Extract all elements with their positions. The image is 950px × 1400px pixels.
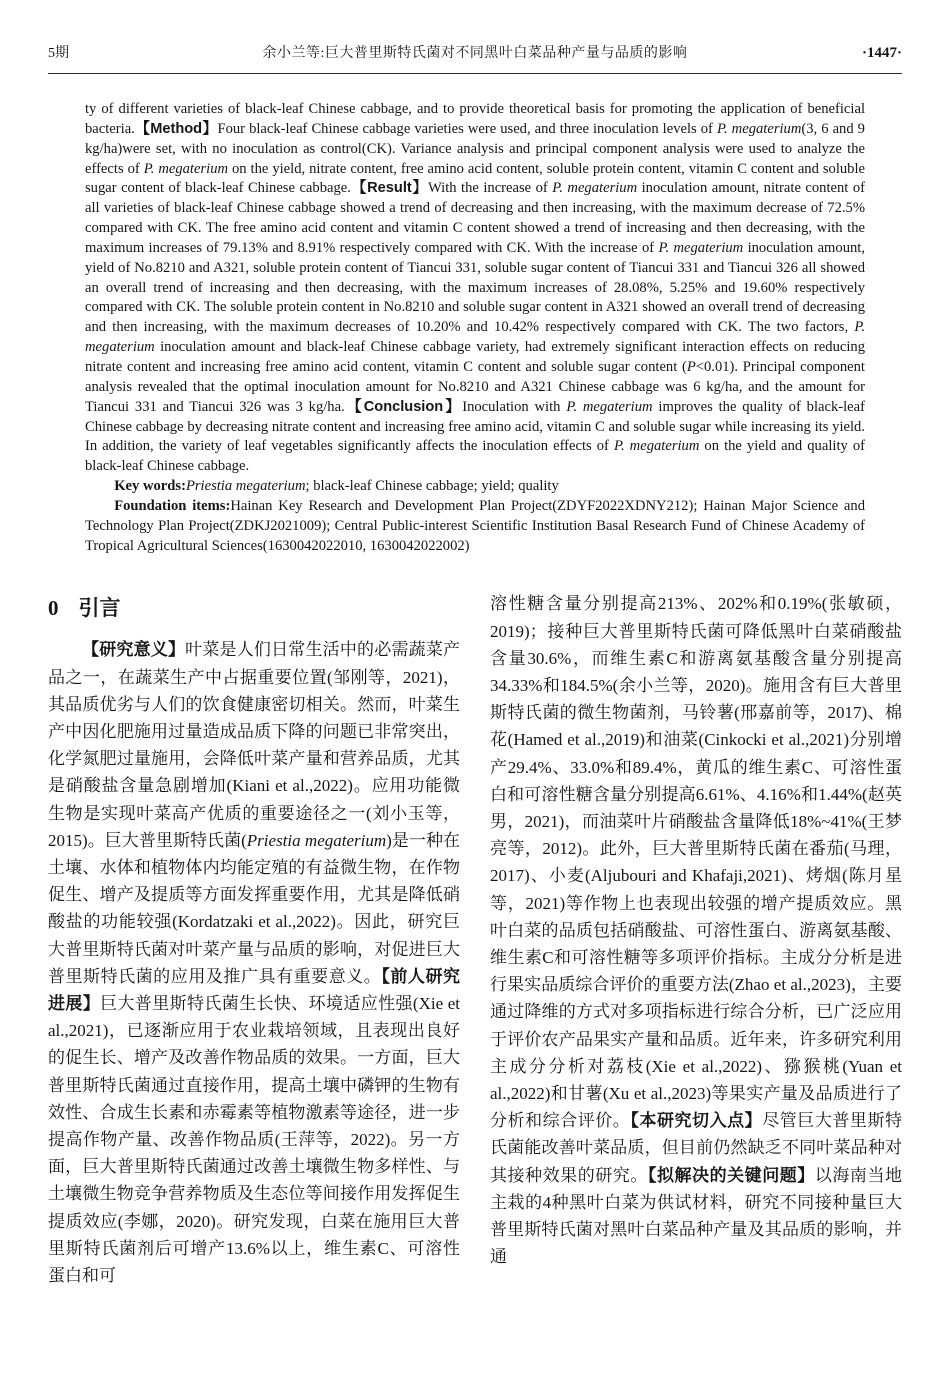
front-matter bbox=[85, 100, 865, 556]
keywords-line: Key words:Priestia megaterium; black-leaf Chinese cabbage; yield; quality bbox=[114, 478, 559, 495]
foundation-items: Foundation items:Hainan Key Research and Development Plan Project(ZDYF2022XDNY212); Hainan Major Science and Technology Plan Project(ZDKJ2021009); Central Public-interest Scientific Institution Basal Research Fund of Chinese Academy of Tropical Agricultural Sciences(1630042022010, 1630042022002) bbox=[85, 497, 865, 554]
issue-number: 5期 bbox=[48, 46, 69, 61]
abstract-text: ty of different varieties of black-leaf Chinese cabbage, and to provide theoretical basis for promoting the application of beneficial bacteria.【Method】Four black-leaf Chinese cabbage varieties were used, and three inoculation levels of P. megaterium(3, 6 and 9 kg/ha)were set, with no inoculation as control(CK). Variance analysis and principal component analysis were used to analyze the effects of P. megaterium on the yield, nitrate content, free amino acid content, soluble protein content, vitamin C content and soluble sugar content of black-leaf Chinese cabbage.【Result】With the increase of P. megaterium inoculation amount, nitrate content of all varieties of black-leaf Chinese cabbage showed a trend of decreasing and then increasing, with the maximum decrease of 72.5% compared with CK. The free amino acid content and vitamin C content showed a trend of increasing and then decreasing, with the maximum increases of 79.13% and 8.91% respectively compared with CK. With the increase of P. megaterium inoculation amount, yield of No.8210 and A321, soluble protein content of Tiancui 331, soluble sugar content of Tiancui 331 and Tiancui 326 all showed an overall trend of increasing and then decreasing, with the maximum increases of 28.08%, 5.25% and 19.60% respectively compared with CK. The soluble protein content in No.8210 and soluble sugar content in A321 showed an overall trend of decreasing and then increasing, with the maximum decreases of 10.20% and 10.42% respectively compared with CK. The two factors, P. megaterium inoculation amount and black-leaf Chinese cabbage variety, had extremely significant interaction effects on reducing nitrate content and increasing free amino acid content, vitamin C content and soluble sugar content (P<0.01). Principal component analysis revealed that the optimal inoculation amount for No.8210 and A321 Chinese cabbage was 6 kg/ha, and the amount for Tiancui 331 and Tiancui 326 was 3 kg/ha.【Conclusion】Inoculation with P. megaterium improves the quality of black-leaf Chinese cabbage by decreasing nitrate content and increasing free amino acid, vitamin C and soluble sugar while increasing its yield. In addition, the variety of leaf vegetables significantly affects the inoculation effects of P. megaterium on the yield and quality of black-leaf Chinese cabbage. bbox=[85, 101, 866, 475]
right-column bbox=[490, 590, 902, 1289]
left-column bbox=[48, 590, 460, 1289]
intro-paragraph-left: 【研究意义】叶菜是人们日常生活中的必需蔬菜产品之一，在蔬菜生产中占据重要位置(邹刚等，2021)，其品质优劣与人们的饮食健康密切相关。然而，叶菜生产中因化肥施用过量造成品质下降的问题已非常突出，化学氮肥过量施用，会降低叶菜产量和营养品质，尤其是硝酸盐含量急剧增加(Kiani et al.,2022)。应用功能微生物是实现叶菜高产优质的重要途径之一(刘小玉等，2015)。巨大普里斯特氏菌(Priestia megaterium)是一种在土壤、水体和植物体内均能定殖的有益微生物，在作物促生、增产及提质等方面发挥重要作用，尤其是降低硝酸盐的功能较强(Kordatzaki et al.,2022)。因此，研究巨大普里斯特氏菌对叶菜产量与品质的影响，对促进巨大普里斯特氏菌的应用及推广具有重要意义。【前人研究进展】巨大普里斯特氏菌生长快、环境适应性强(Xie et al.,2021)，已逐渐应用于农业栽培领域，且表现出良好的促生长、增产及改善作物品质的效果。一方面，巨大普里斯特氏菌通过直接作用，提高土壤中磷钾的生物有效性、合成生长素和赤霉素等植物激素等途径，进一步提高作物产量、改善作物品质(王萍等，2022)。另一方面，巨大普里斯特氏菌通过改善土壤微生物多样性、与土壤微生物竞争营养物质及生态位等间接作用发挥促生提质效应(李娜，2020)。研究发现，白菜在施用巨大普里斯特氏菌剂后可增产13.6%以上，维生素C、可溶性蛋白和可 bbox=[48, 640, 461, 1286]
section-heading bbox=[48, 592, 460, 622]
intro-paragraph-right: 溶性糖含量分别提高213%、202%和0.19%(张敏硕，2019)；接种巨大普里斯特氏菌可降低黑叶白菜硝酸盐含量30.6%，而维生素C和游离氨基酸含量分别提高34.33%和184.5%(余小兰等，2020)。施用含有巨大普里斯特氏菌的微生物菌剂，马铃薯(邢嘉前等，2017)、棉花(Hamed et al.,2019)和油菜(Cinkocki et al.,2021)分别增产29.4%、33.0%和89.4%，黄瓜的维生素C、可溶性蛋白和可溶性糖含量分别提高6.61%、4.16%和1.44%(赵英男，2021)，而油菜叶片硝酸盐含量降低18%~41%(王梦亮等，2012)。此外，巨大普里斯特氏菌在番茄(马理，2017)、小麦(Aljubouri and Khafaji,2021)、烤烟(陈月星等，2021)等作物上也表现出较强的增产提质效应。黑叶白菜的品质包括硝酸盐、可溶性蛋白、游离氨基酸、维生素C和可溶性糖等多项评价指标。主成分分析是进行果实品质综合评价的重要方法(Zhao et al.,2023)，主要通过降维的方式对多项指标进行综合分析，已广泛应用于评价农产品果实产量和品质。近年来，许多研究利用主成分分析对荔枝(Xie et al.,2022)、猕猴桃(Yuan et al.,2022)和甘薯(Xu et al.,2023)等果实产量及品质进行了分析和综合评价。【本研究切入点】尽管巨大普里斯特氏菌能改善叶菜品质，但目前仍然缺乏不同叶菜品种对其接种效果的研究。【拟解决的关键问题】以海南当地主栽的4种黑叶白菜为供试材料，研究不同接种量巨大普里斯特氏菌对黑叶白菜品种产量及其品质的影响，并通 bbox=[490, 594, 903, 1267]
article-body bbox=[48, 590, 902, 1289]
page-header bbox=[48, 42, 902, 74]
section-number: 0 bbox=[48, 596, 59, 621]
section-title: 引言 bbox=[78, 597, 121, 621]
page-number: ·1447· bbox=[861, 45, 902, 61]
running-title: 余小兰等:巨大普里斯特氏菌对不同黑叶白菜品种产量与品质的影响 bbox=[262, 46, 688, 61]
